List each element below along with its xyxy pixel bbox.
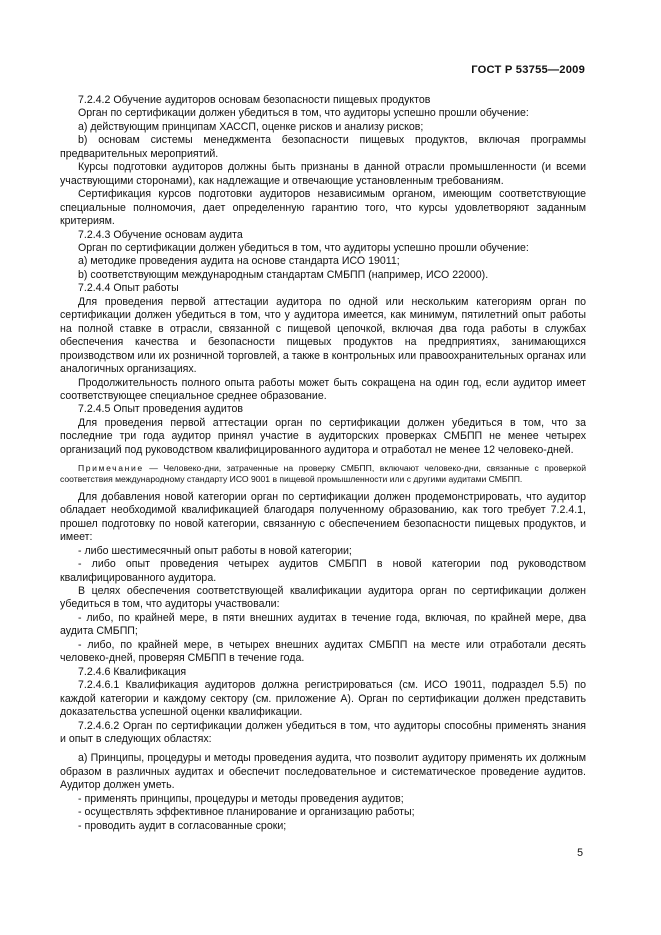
heading-7-2-4-2: 7.2.4.2 Обучение аудиторов основам безопасности пищевых продуктов [78, 94, 431, 106]
paragraph: Для проведения первой аттестации аудитора по одной или нескольким категориям орган по сертификации должен убедиться в том, что у аудитора имеется, как минимум, пятилетний опыт работы на полной ставке в отрасли, связанной с пищевой цепочкой, включая два года работы в службах обеспечения качества и безопасности пищевых продуктов на предприятиях, занимающихся производством или их розничной торговлей, а также в контрольных или правоохранительных органах или аналогичных организациях. [60, 295, 586, 376]
paragraph: Орган по сертификации должен убедиться в том, что аудиторы успешно прошли обучение: [78, 107, 529, 120]
list-item: b) соответствующим международным стандартам СМБПП (например, ИСО 22000). [78, 268, 489, 281]
list-item: - либо, по крайней мере, в пяти внешних аудитах в течение года, включая, по крайней мере, два аудита СМБПП; [60, 611, 586, 638]
paragraph: Сертификация курсов подготовки аудиторов независимым органом, имеющим соответствующие специальные полномочия, дает определенную гарантию того, что курсы удовлетворяют заданным критериям. [60, 188, 586, 228]
list-item: а) методике проведения аудита на основе стандарта ИСО 19011; [78, 255, 400, 268]
list-item: - проводить аудит в согласованные сроки; [78, 819, 287, 832]
heading-7-2-4-3: 7.2.4.3 Обучение основам аудита [78, 228, 243, 241]
heading-7-2-4-5: 7.2.4.5 Опыт проведения аудитов [78, 403, 244, 416]
note-label: Примечание [78, 463, 144, 474]
note [60, 463, 586, 485]
document-id: ГОСТ Р 53755—2009 [471, 64, 585, 76]
list-item: а) Принципы, процедуры и методы проведения аудита, что позволит аудитору применять их должным образом в различных аудитах и обеспечит последовательное и систематическое проведение аудитов. Аудитор должен уметь. [60, 752, 586, 792]
paragraph: Для добавления новой категории орган по сертификации должен продемонстрировать, что аудитор обладает необходимой квалификацией благодаря полученному образованию, как того требует 7.2.4.1, прошел подготовку по новой категории, связанную с обеспечением безопасности пищевых продуктов, и имеет: [60, 490, 586, 544]
page-number: 5 [577, 847, 583, 859]
heading-7-2-4-6: 7.2.4.6 Квалификация [78, 665, 187, 678]
list-item: - либо, по крайней мере, в четырех внешних аудитах СМБПП на месте или отработали десять человеко-дней, проверяя СМБПП в течение года. [60, 638, 586, 665]
paragraph: Орган по сертификации должен убедиться в том, что аудиторы успешно прошли обучение: [78, 241, 529, 254]
paragraph: 7.2.4.6.2 Орган по сертификации должен убедиться в том, что аудиторы способны применять знания и опыт в следующих областях: [60, 719, 586, 745]
list-item: - либо опыт проведения четырех аудитов СМБПП в новой категории под руководством квалифицированного аудитора. [60, 558, 586, 584]
list-item: - применять принципы, процедуры и методы проведения аудитов; [78, 792, 404, 805]
body-text [60, 94, 586, 833]
paragraph: Курсы подготовки аудиторов должны быть признаны в данной отрасли промышленности (и всеми участвующими сторонами), как надлежащие и отвечающие установленным требованиям. [60, 161, 586, 187]
paragraph: В целях обеспечения соответствующей квалификации аудитора орган по сертификации должен убедиться в том, что аудиторы участвовали: [60, 585, 586, 611]
list-item: - либо шестимесячный опыт работы в новой категории; [78, 544, 352, 557]
paragraph: Продолжительность полного опыта работы может быть сокращена на один год, если аудитор имеет соответствующее специальное среднее образование. [60, 376, 586, 402]
list-item: b) основам системы менеджмента безопасности пищевых продуктов, включая программы предварительных мероприятий. [60, 134, 586, 160]
heading-7-2-4-4: 7.2.4.4 Опыт работы [78, 282, 179, 295]
list-item: - осуществлять эффективное планирование и организацию работы; [78, 806, 415, 819]
list-item: а) действующим принципам ХАССП, оценке рисков и анализу рисков; [78, 120, 424, 133]
paragraph: Для проведения первой аттестации орган по сертификации должен убедиться в том, что за последние три года аудитор принял участие в аудиторских проверках СМБПП не менее четырех организаций под руководством квалифицированного аудитора и отработал не менее 12 человеко-дней. [60, 416, 586, 456]
paragraph: 7.2.4.6.1 Квалификация аудиторов должна регистрироваться (см. ИСО 19011, подраздел 5.5) по каждой категории и каждому сектору (см. приложение А). Орган по сертификации должен представить доказательства успешной оценки квалификации. [60, 679, 586, 719]
note-text: — Человеко-дни, затраченные на проверку СМБПП, включают человеко-дни, связанные с проверкой соответствия международному стандарту ИСО 9001 в пищевой промышленности или с другими аудитами СМБПП. [60, 463, 586, 485]
